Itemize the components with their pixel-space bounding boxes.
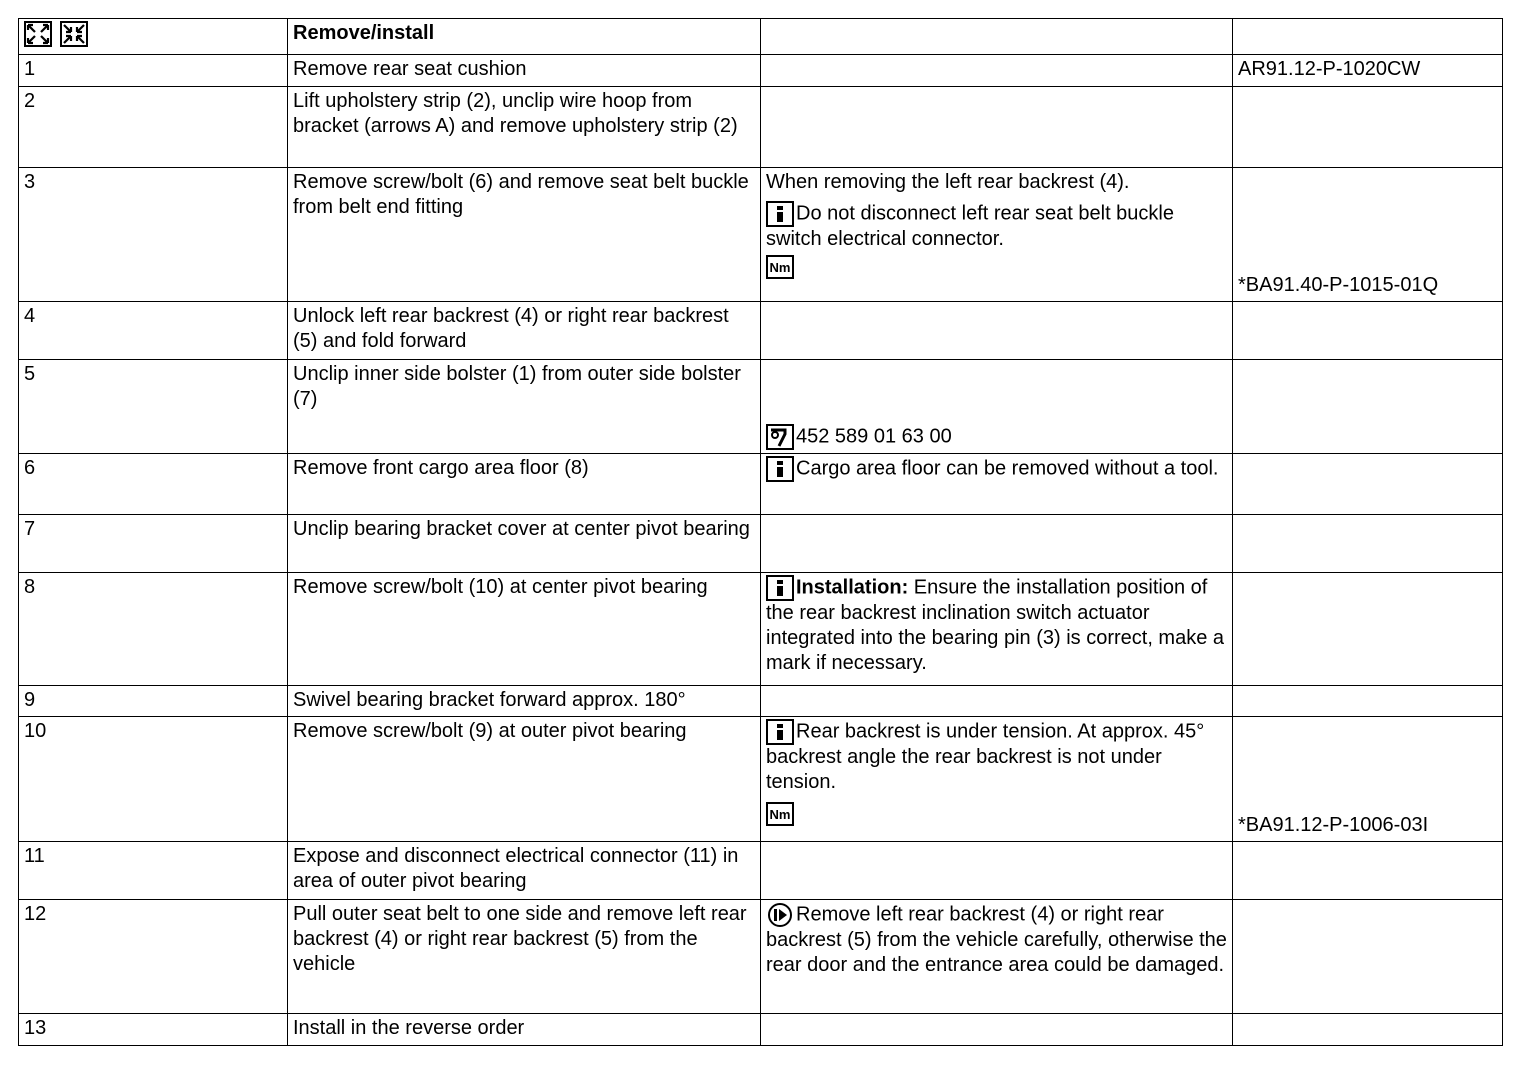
step-number: 4 bbox=[19, 302, 288, 360]
step-text: Remove front cargo area floor (8) bbox=[288, 454, 761, 515]
note-info bbox=[766, 719, 1227, 795]
step-note bbox=[761, 360, 1233, 454]
table-row bbox=[19, 55, 1503, 87]
step-number: 13 bbox=[19, 1014, 288, 1046]
note-caution-text: Remove left rear backrest (4) or right rear backrest (5) from the vehicle carefully, otherwise the rear door and the entrance area could be damaged. bbox=[766, 903, 1227, 976]
step-text: Unclip bearing bracket cover at center pivot bearing bbox=[288, 515, 761, 573]
step-note bbox=[761, 515, 1233, 573]
step-number: 10 bbox=[19, 717, 288, 842]
table-row bbox=[19, 717, 1503, 842]
header-empty-cell bbox=[761, 19, 1233, 55]
table-row bbox=[19, 900, 1503, 1014]
table-row bbox=[19, 842, 1503, 900]
step-reference bbox=[1233, 1014, 1503, 1046]
step-text: Unlock left rear backrest (4) or right rear backrest (5) and fold forward bbox=[288, 302, 761, 360]
step-number: 2 bbox=[19, 87, 288, 168]
step-reference bbox=[1233, 360, 1503, 454]
step-number: 6 bbox=[19, 454, 288, 515]
table-row bbox=[19, 360, 1503, 454]
step-note bbox=[761, 87, 1233, 168]
step-number: 1 bbox=[19, 55, 288, 87]
table-row bbox=[19, 573, 1503, 686]
note-torque bbox=[766, 254, 1227, 279]
step-number: 11 bbox=[19, 842, 288, 900]
procedure-table bbox=[18, 18, 1503, 1046]
note-info-text: Do not disconnect left rear seat belt buckle switch electrical connector. bbox=[766, 202, 1174, 250]
step-reference bbox=[1233, 842, 1503, 900]
step-reference[interactable]: *BA91.40-P-1015-01Q bbox=[1233, 168, 1503, 302]
note-bold-label: Installation: bbox=[796, 576, 909, 599]
header-title: Remove/install bbox=[288, 19, 761, 55]
table-row bbox=[19, 302, 1503, 360]
step-reference[interactable]: *BA91.12-P-1006-03I bbox=[1233, 717, 1503, 842]
torque-icon bbox=[766, 255, 794, 279]
step-text: Remove screw/bolt (6) and remove seat belt buckle from belt end fitting bbox=[288, 168, 761, 302]
collapse-icon[interactable] bbox=[60, 21, 88, 47]
svg-text:Nm: Nm bbox=[769, 806, 791, 822]
step-reference bbox=[1233, 454, 1503, 515]
step-text: Remove rear seat cushion bbox=[288, 55, 761, 87]
step-text: Remove screw/bolt (9) at outer pivot bearing bbox=[288, 717, 761, 842]
step-reference bbox=[1233, 87, 1503, 168]
table-row bbox=[19, 686, 1503, 717]
caution-icon bbox=[766, 902, 794, 928]
step-note bbox=[761, 454, 1233, 515]
step-reference bbox=[1233, 302, 1503, 360]
step-number: 8 bbox=[19, 573, 288, 686]
special-tool-icon bbox=[766, 424, 794, 450]
step-reference bbox=[1233, 900, 1503, 1014]
header-icons-cell bbox=[19, 19, 288, 55]
step-reference bbox=[1233, 515, 1503, 573]
step-number: 3 bbox=[19, 168, 288, 302]
table-header-row bbox=[19, 19, 1503, 55]
note-info-text: Cargo area floor can be removed without a tool. bbox=[796, 457, 1219, 480]
svg-text:Nm: Nm bbox=[769, 259, 791, 275]
step-number: 7 bbox=[19, 515, 288, 573]
step-note bbox=[761, 842, 1233, 900]
note-text: When removing the left rear backrest (4). bbox=[766, 171, 1130, 193]
step-reference[interactable]: AR91.12-P-1020CW bbox=[1233, 55, 1503, 87]
table-row bbox=[19, 1014, 1503, 1046]
step-reference bbox=[1233, 686, 1503, 717]
step-number: 9 bbox=[19, 686, 288, 717]
tool-number[interactable]: 452 589 01 63 00 bbox=[796, 425, 952, 448]
step-text: Swivel bearing bracket forward approx. 180° bbox=[288, 686, 761, 717]
step-text: Lift upholstery strip (2), unclip wire hoop from bracket (arrows A) and remove upholstery strip (2) bbox=[288, 87, 761, 168]
info-icon bbox=[766, 575, 794, 601]
note-info bbox=[766, 201, 1227, 252]
note-info-text: Rear backrest is under tension. At approx. 45° backrest angle the rear backrest is not under tension. bbox=[766, 720, 1205, 793]
step-text: Pull outer seat belt to one side and remove left rear backrest (4) or right rear backrest (5) from the vehicle bbox=[288, 900, 761, 1014]
expand-icon[interactable] bbox=[24, 21, 52, 47]
step-note bbox=[761, 686, 1233, 717]
table-row bbox=[19, 515, 1503, 573]
step-note bbox=[761, 302, 1233, 360]
step-note bbox=[761, 900, 1233, 1014]
step-text: Expose and disconnect electrical connector (11) in area of outer pivot bearing bbox=[288, 842, 761, 900]
info-icon bbox=[766, 201, 794, 227]
note-tool bbox=[766, 424, 1227, 450]
note-torque bbox=[766, 801, 1227, 826]
table-row bbox=[19, 454, 1503, 515]
step-text: Remove screw/bolt (10) at center pivot bearing bbox=[288, 573, 761, 686]
header-empty-cell bbox=[1233, 19, 1503, 55]
step-number: 12 bbox=[19, 900, 288, 1014]
table-row bbox=[19, 168, 1503, 302]
step-number: 5 bbox=[19, 360, 288, 454]
step-text: Unclip inner side bolster (1) from outer side bolster (7) bbox=[288, 360, 761, 454]
step-note bbox=[761, 717, 1233, 842]
table-row bbox=[19, 87, 1503, 168]
step-note bbox=[761, 168, 1233, 302]
step-note bbox=[761, 55, 1233, 87]
torque-icon bbox=[766, 802, 794, 826]
note-info-text: Ensure the installation position of the rear backrest inclination switch actuator integrated into the bearing pin (3) is correct, make a mark if necessary. bbox=[766, 576, 1225, 674]
step-text: Install in the reverse order bbox=[288, 1014, 761, 1046]
step-note bbox=[761, 1014, 1233, 1046]
info-icon bbox=[766, 719, 794, 745]
step-reference bbox=[1233, 573, 1503, 686]
info-icon bbox=[766, 456, 794, 482]
step-note bbox=[761, 573, 1233, 686]
